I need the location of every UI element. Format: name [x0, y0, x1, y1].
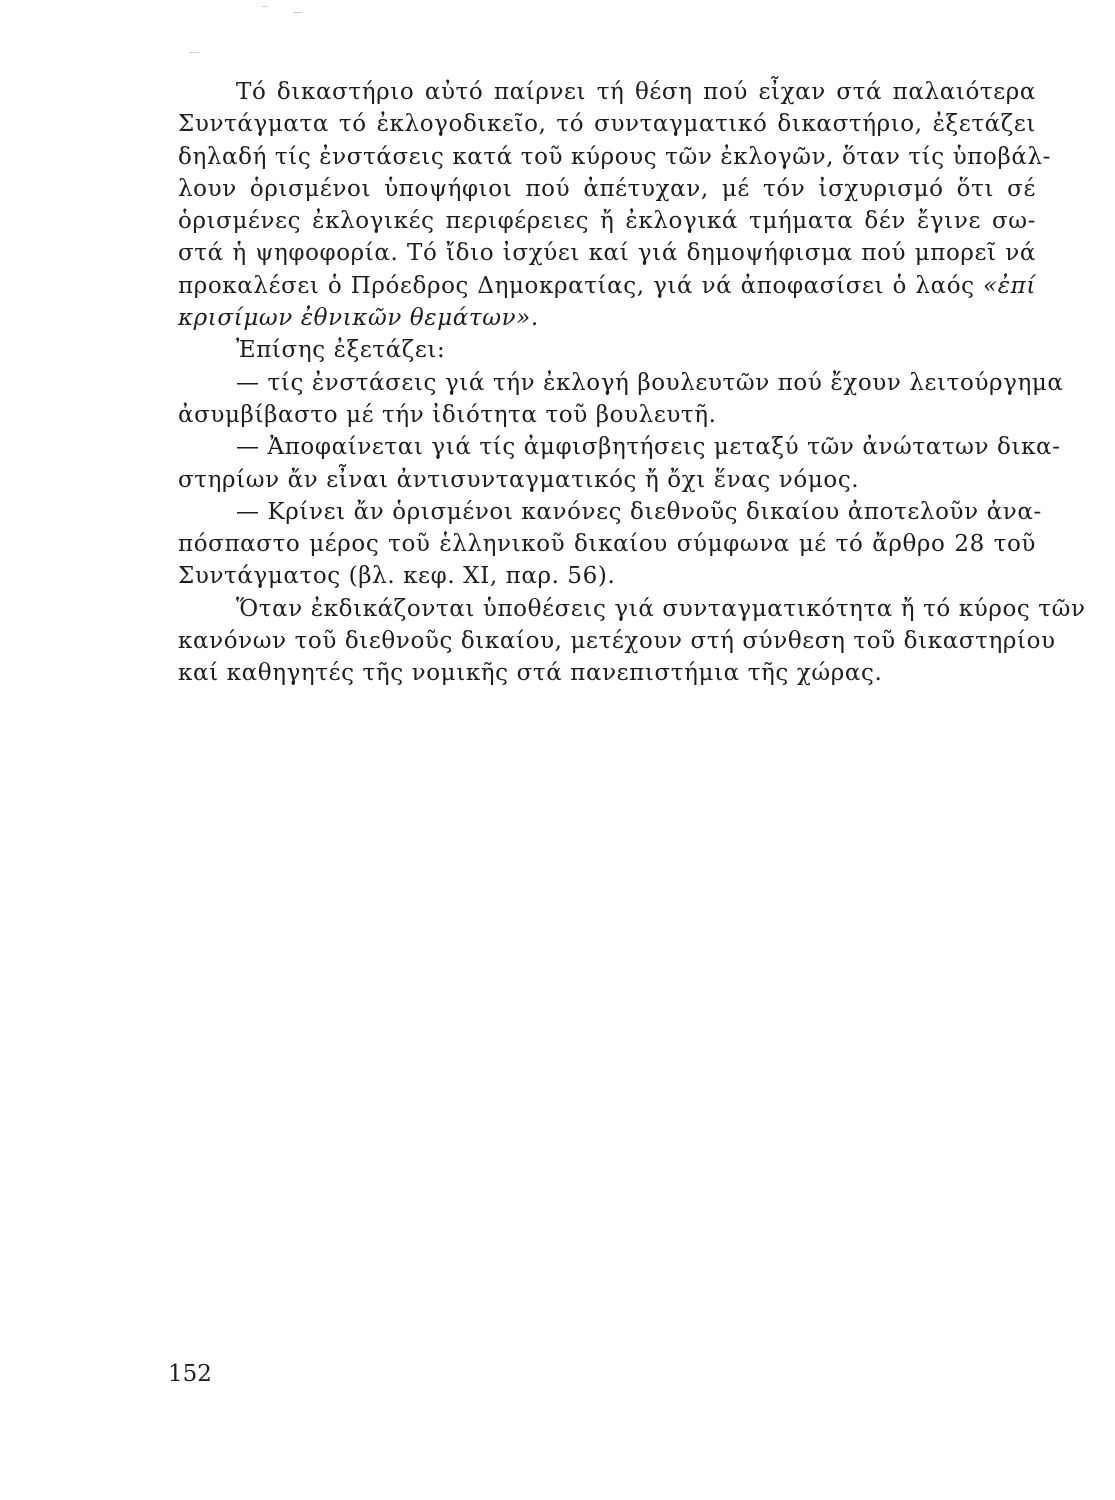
text-line: Συντάγματα τό ἐκλογοδικεῖο, τό συνταγματικό δικαστήριο, ἐξετάζει — [178, 111, 1036, 138]
scan-mark — [294, 12, 302, 13]
list-item-line: πόσπαστο μέρος τοῦ ἑλληνικοῦ δικαίου σύμφωνα μέ τό ἄρθρο 28 τοῦ — [178, 531, 1036, 558]
text-segment: προκαλέσει ὁ Πρόεδρος Δημοκρατίας, γιά νά ἀποφασίσει ὁ λαός — [178, 272, 975, 299]
text-line: δηλαδή τίς ἐνστάσεις κατά τοῦ κύρους τῶν ἐκλογῶν, ὅταν τίς ὑποβάλ- — [178, 143, 1052, 170]
list-item-line: — Ἀποφαίνεται γιά τίς ἀμφισβητήσεις μεταξύ τῶν ἀνώτατων δικα- — [236, 434, 1061, 461]
text-line: ὁρισμένες ἐκλογικές περιφέρειες ἤ ἐκλογικά τμήματα δέν ἔγινε σω- — [178, 208, 1036, 235]
list-intro: Ἐπίσης ἐξετάζει: — [236, 337, 446, 364]
text-line: κανόνων τοῦ διεθνοῦς δικαίου, μετέχουν στή σύνθεση τοῦ δικαστηρίου — [178, 628, 1056, 655]
list-item-line: στηρίων ἄν εἶναι ἀντισυνταγματικός ἤ ὄχι ἕνας νόμος. — [178, 466, 860, 493]
text-line: Τό δικαστήριο αὐτό παίρνει τή θέση πού εἶχαν στά παλαιότερα — [236, 79, 1036, 105]
text-line: στά ἡ ψηφοφορία. Τό ἴδιο ἰσχύει καί γιά δημοψήφισμα πού μπορεῖ νά — [178, 240, 1036, 267]
list-item-line: ἀσυμβίβαστο μέ τήν ἰδιότητα τοῦ βουλευτῆ. — [178, 401, 717, 428]
page-number: 152 — [168, 1361, 212, 1387]
list-item-line: Συντάγματος (βλ. κεφ. XI, παρ. 56). — [178, 563, 616, 590]
scan-mark — [190, 52, 200, 53]
text-line — [178, 270, 1036, 302]
body-text — [178, 76, 1086, 690]
quotation-end: κρισίμων ἐθνικῶν θεμάτων». — [178, 305, 539, 332]
paragraph-3 — [178, 593, 1086, 690]
quotation-start: «ἐπί — [983, 272, 1036, 299]
text-line: Ὅταν ἐκδικάζονται ὑποθέσεις γιά συνταγματικότητα ἤ τό κύρος τῶν — [236, 595, 1086, 622]
list-item-line: — τίς ἐνστάσεις γιά τήν ἐκλογή βουλευτῶν πού ἔχουν λειτούργημα — [236, 369, 1064, 396]
text-line: λουν ὁρισμένοι ὑποψήφιοι πού ἀπέτυχαν, μέ τόν ἰσχυρισμό ὅτι σέ — [178, 175, 1036, 202]
text-line: καί καθηγητές τῆς νομικῆς στά πανεπιστήμια τῆς χώρας. — [178, 660, 883, 687]
paragraph-1 — [178, 76, 1052, 334]
list-item-line: — Κρίνει ἄν ὁρισμένοι κανόνες διεθνοῦς δικαίου ἀποτελοῦν ἀνα- — [236, 498, 1042, 525]
scan-mark — [262, 6, 268, 7]
paragraph-2 — [178, 334, 1064, 592]
